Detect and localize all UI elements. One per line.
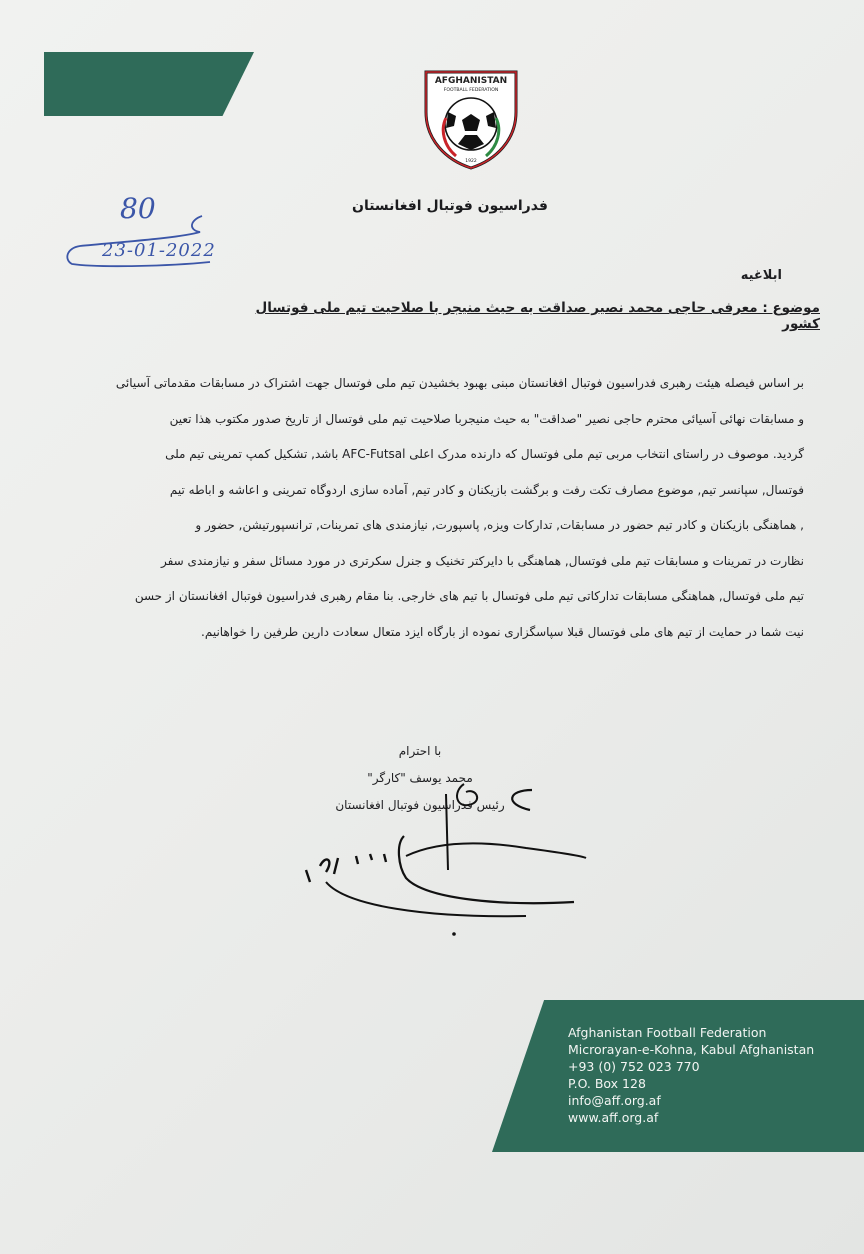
handwritten-date: 23-01-2022 [102, 240, 216, 261]
letter-body [98, 366, 804, 650]
header-green-banner [44, 52, 254, 116]
reference-number: 80 [120, 192, 156, 225]
body-line: تیم ملی فوتسال, هماهنگی مسابقات تدارکاتی تیم ملی فوتسال با تیم های خارجی. بنا مقام رهبری فدراسیون فوتبال افغانستان از حسن [134, 589, 804, 603]
body-line: نیت شما در حمایت از تیم های ملی فوتسال قبلا سپاسگزاری نموده از بارگاه ایزد متعال سعادت دارین طرفین را خواهانیم. [201, 624, 804, 639]
letter-subject: موضوع : معرفی حاجی محمد نصیر صداقت به حیث منیجر با صلاحیت تیم ملی فوتسال کشور [255, 300, 820, 332]
logo-title: AFGHANISTAN [434, 76, 508, 86]
body-line: فوتسال, سپانسر تیم, موضوع مصارف تکت رفت و برگشت بازیکنان و کادر تیم, آماده سازی اردوگاه تمرینی و اعاشه و اباطه تیم [169, 482, 804, 497]
body-line: نظارت در تمرینات و مسابقات تیم ملی فوتسال, هماهنگی با دایرکتر تخنیک و جنرل سکرتری در مورد مسائل سفر و نیازمندی سفر [160, 553, 804, 568]
footer-website: www.aff.org.af [568, 1110, 659, 1125]
signatory-title: رئیس فدراسیون فوتبال افغانستان [335, 798, 505, 812]
footer-org: Afghanistan Football Federation [568, 1025, 767, 1040]
footer-email: info@aff.org.af [568, 1093, 661, 1108]
body-line: , هماهنگی بازیکنان و کادر تیم حضور در مسابقات, تدارکات ویزه, پاسپورت, نیازمندی های تمرینات, ترانسپورتیشن, حضور و [195, 518, 804, 532]
footer-phone: +93 (0) 752 023 770 [568, 1059, 700, 1074]
logo-year: 1922 [465, 159, 477, 164]
footer-contact [568, 1024, 858, 1126]
closing: با احترام [398, 744, 442, 758]
logo-subtitle: FOOTBALL FEDERATION [443, 88, 499, 93]
signatory-name: محمد یوسف "کارگر" [367, 771, 473, 785]
handwritten-signature [286, 770, 606, 940]
aff-logo [418, 66, 524, 172]
footer-address: Microrayan-e-Kohna, Kabul Afghanistan [568, 1042, 815, 1057]
body-line: گردید. موصوف در راستای انتخاب مربی تیم ملی فوتسال که دارنده مدرک اعلی AFC-Futsal باشد, تشکیل کمپ تمرینی تیم ملی [165, 447, 804, 461]
body-line: بر اساس فیصله هیئت رهبری فدراسیون فوتبال افغانستان مبنی بهبود بخشیدن تیم ملی فوتسال جهت اشتراک در مسابقات مقدماتی آسیائی [115, 376, 804, 390]
notice-label: ابلاغیه [740, 268, 782, 283]
footer-po-box: P.O. Box 128 [568, 1076, 646, 1091]
org-name: فدراسیون فوتبال افغانستان [352, 198, 548, 214]
body-line: و مسابقات نهائی آسیائی محترم حاجی نصیر "صداقت" به حیث منیجربا صلاحیت تیم ملی فوتسال از تاریخ صدور مکتوب هذا تعین [169, 411, 804, 426]
